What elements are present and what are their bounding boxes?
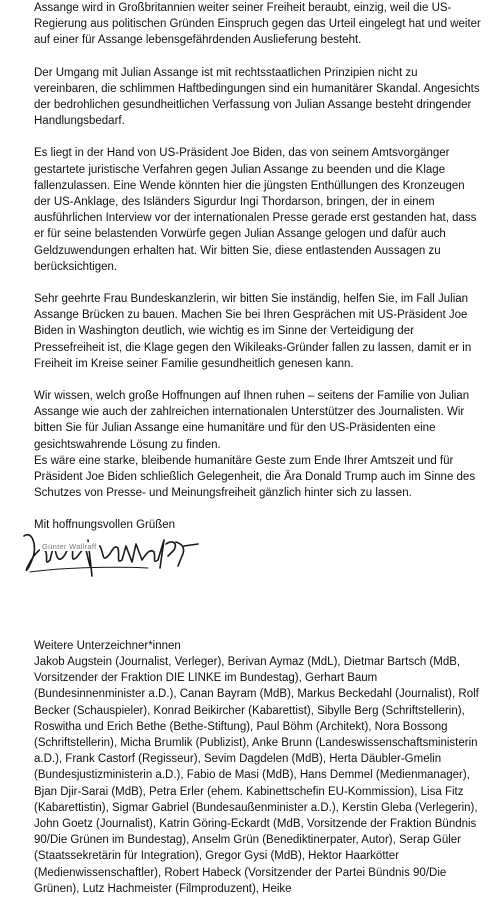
cosigners-heading: Weitere Unterzeichner*innen	[34, 639, 181, 652]
closing-greeting: Mit hoffnungsvollen Grüßen	[34, 519, 176, 532]
cosigners-list: Jakob Augstein (Journalist, Verleger), Berivan Aymaz (MdL), Dietmar Bartsch (MdB, Vorsitzender der Fraktion DIE LINKE im Bundestag), Gerhart Baum (Bundesinnenminister a.D.), Canan Bayram (MdB), Markus Beckedahl (Journalist), Rolf Becker (Schauspieler), Konrad Beikircher (Kabarettist), Sibylle Berg (Schriftstellerin), Roswitha und Erich Bethe (Bethe-Stiftung), Paul Böhm (Architekt), Nora Bossong (Schriftstellerin), Micha Brumlik (Publizist), Anke Brunn (Landeswissenschaftsministerin a.D.), Frank Castorf (Regisseur), Sevim Dagdelen (MdB), Herta Däubler-Gmelin (Bundesjustizministerin a.D.), Fabio de Masi (MdB), Hans Demmel (Medienmanager), Bjan Djir-Sarai (MdB), Petra Erler (ehem. Kabinettschefin EU-Kommission), Lisa Fitz (Kabarettistin), Sigmar Gabriel (Bundesaußenminister a.D.), Kerstin Gleba (Verlegerin), John Goetz (Journalist), Katrin Göring-Eckardt (MdB, Vorsitzende der Fraktion Bündnis 90/Die Grünen im Bundestag), Anselm Grün (Benediktinerpater, Autor), Serap Güler (Staatssekretärin für Integration), Gregor Gysi (MdB), Hektor Haarkötter (Medienwissenschaftler), Robert Habeck (Vorsitzender der Partei Bündnis 90/Die Grünen), Lutz Hachmeister (Filmproduzent), Heike	[34, 655, 479, 895]
letter-paragraph-5	[34, 388, 484, 501]
letter-paragraph-4: Sehr geehrte Frau Bundeskanzlerin, wir bitten Sie inständig, helfen Sie, im Fall Julian Assange Brücken zu bauen. Machen Sie bei Ihren Gesprächen mit US-Präsident Joe Biden in Washington deutlich, wie wichtig es im Sinne der Verteidigung der Pressefreiheit ist, die Klage gegen den Wikileaks-Gründer fallen zu lassen, damit er in Freiheit im Kreise seiner Familie gesundheitlich genesen kann.	[34, 293, 472, 370]
letter-page	[34, 0, 484, 897]
signer-name: Günter Wallraff	[42, 541, 97, 551]
letter-paragraph-2: Der Umgang mit Julian Assange ist mit rechtsstaatlichen Prinzipien nicht zu vereinbaren, die schlimmen Haftbedingungen sind ein humanitärer Skandal. Angesichts der bedrohlichen gesundheitlichen Verfassung von Julian Assange besteht dringender Handlungsbedarf.	[34, 66, 480, 128]
signature-block	[34, 517, 484, 637]
signature-area	[34, 534, 484, 638]
handwritten-signature	[18, 526, 203, 580]
letter-paragraph-1: Assange wird in Großbritannien weiter seiner Freiheit beraubt, einzig, weil die US-Regierung aus politischen Gründen Einspruch gegen das Urteil eingelegt hat und weiter auf einer für Assange lebensgefährdenden Auslieferung besteht.	[34, 2, 481, 47]
letter-paragraph-5b: Es wäre eine starke, bleibende humanitäre Geste zum Ende Ihrer Amtszeit und für Präsident Joe Biden schließlich Gelegenheit, die Ära Donald Trump auch im Sinne des Schutzes von Presse- und Meinungsfreiheit gänzlich hinter sich zu lassen.	[34, 454, 476, 500]
letter-paragraph-3: Es liegt in der Hand von US-Präsident Joe Biden, das von seinem Amtsvorgänger gestartete juristische Verfahren gegen Julian Assange zu beenden und die Klage fallenzulassen. Eine Wende könnten hier die jüngsten Enthüllungen des Kronzeugen der US-Anklage, des Isländers Sigurdur Ingi Thordarson, bringen, der in einem ausführlichen Interview vor der internationalen Presse gerade erst gestanden hat, dass er für seine belastenden Vorwürfe gegen Julian Assange gelogen und dafür auch Geldzuwendungen erhalten hat. Wir bitten Sie, diese entlastenden Aussagen zu berücksichtigen.	[34, 147, 477, 273]
letter-paragraph-5a: Wir wissen, welch große Hoffnungen auf Ihnen ruhen – seitens der Familie von Julian Assange wie auch der zahlreichen internationalen Unterstützer des Journalisten. Wir bitten Sie für Julian Assange eine humanitäre und für den US-Präsidenten eine gesichtswahrende Lösung zu finden.	[34, 390, 470, 451]
